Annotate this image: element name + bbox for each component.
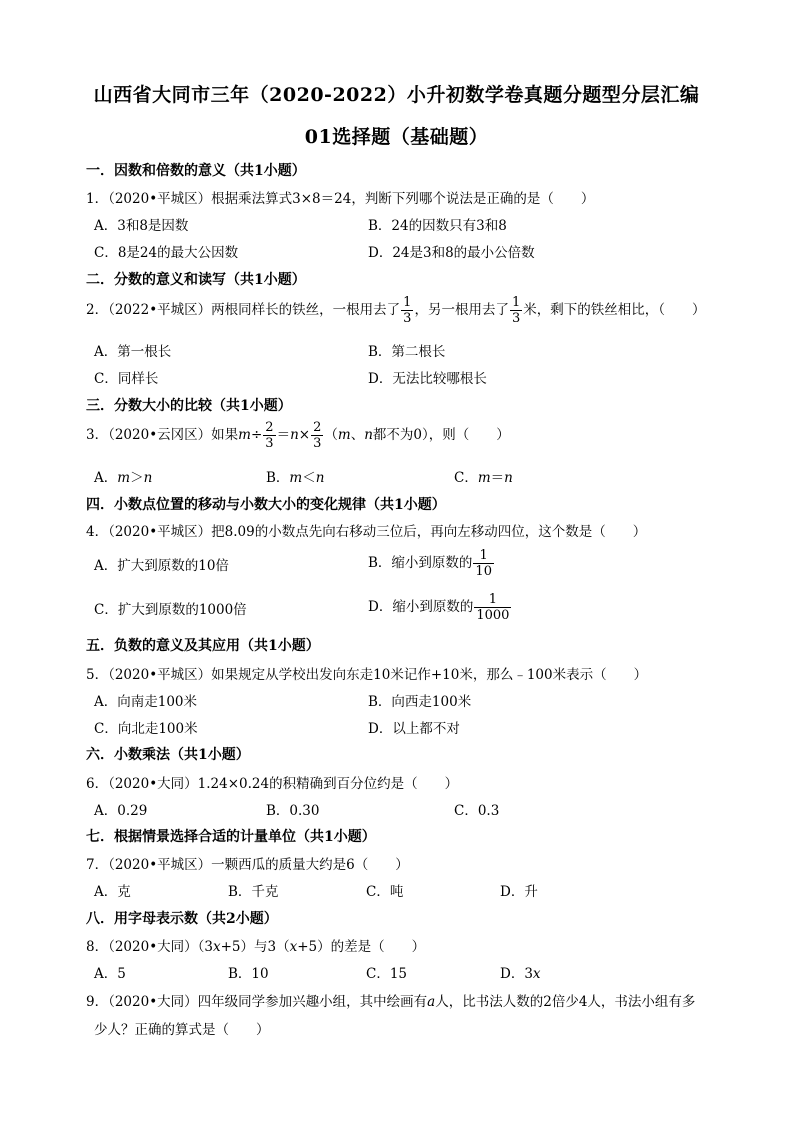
section-heading-3: 三．分数大小的比较（共1小题）	[86, 398, 292, 414]
section-heading-6: 六．小数乘法（共1小题）	[86, 747, 250, 763]
question-3-text-4: 都不为0），则（ ）	[372, 427, 510, 443]
question-4-option-a: A．扩大到原数的10倍	[94, 558, 229, 574]
fraction-denominator: 3	[511, 311, 521, 326]
variable-x: x	[532, 966, 541, 982]
variable-a: a	[427, 994, 436, 1010]
question-9-text-1: 9．（2020•大同）四年级同学参加兴趣小组，其中绘画有	[86, 994, 428, 1010]
question-8-text-2: +5）与3（	[220, 939, 290, 955]
question-1-option-d: D．24是3和8的最小公倍数	[368, 245, 535, 261]
question-3-text-3: 、	[350, 427, 365, 443]
comparison-sign: ＜	[302, 470, 316, 486]
question-3-stem	[86, 420, 510, 451]
variable-n: n	[290, 427, 299, 443]
fraction-denominator: 1000	[476, 608, 510, 623]
question-4-stem: 4．（2020•平城区）把8.09的小数点先向右移动三位后，再向左移动四位，这个数是（ ）	[86, 524, 647, 540]
section-heading-7: 七．根据情景选择合适的计量单位（共1小题）	[86, 829, 376, 845]
option-letter: A．	[94, 470, 118, 486]
variable-n: n	[364, 427, 373, 443]
question-8-option-d	[500, 962, 541, 982]
question-6-option-c: C．0.3	[454, 803, 500, 819]
divide-sign: ÷	[250, 427, 263, 443]
question-7-stem: 7．（2020•平城区）一颗西瓜的质量大约是6（ ）	[86, 857, 409, 873]
question-9-stem	[86, 990, 695, 1010]
variable-m: m	[337, 427, 351, 443]
variable-m: m	[117, 470, 131, 486]
equals-sign: ＝	[276, 427, 291, 443]
variable-x: x	[289, 939, 298, 955]
question-4-option-d	[368, 592, 512, 623]
option-text: D．3	[500, 966, 533, 982]
question-1-option-b: B．24的因数只有3和8	[368, 218, 507, 234]
section-heading-8: 八．用字母表示数（共2小题）	[86, 911, 278, 927]
question-5-option-a: A．向南走100米	[94, 694, 198, 710]
comparison-sign: ＞	[130, 470, 144, 486]
option-text: D．缩小到原数的	[368, 599, 474, 615]
variable-m: m	[238, 427, 251, 443]
fraction-denominator: 3	[403, 311, 412, 326]
times-sign: ×	[298, 427, 311, 443]
question-2-option-d: D．无法比较哪根长	[368, 371, 487, 387]
page-title-line1: 山西省大同市三年（2020-2022）小升初数学卷真题分题型分层汇编	[93, 84, 700, 106]
fraction-one-thousandth	[474, 592, 511, 623]
fraction-two-thirds	[311, 420, 323, 451]
question-3-option-c	[454, 466, 513, 486]
section-heading-2: 二．分数的意义和读写（共1小题）	[86, 272, 306, 288]
fraction-denominator: 3	[313, 436, 322, 451]
fraction-two-thirds	[263, 420, 275, 451]
section-heading-1: 一．因数和倍数的意义（共1小题）	[86, 163, 306, 179]
question-8-option-b: B．10	[228, 966, 269, 982]
fraction-numerator: 1	[403, 295, 412, 310]
question-5-stem: 5．（2020•平城区）如果规定从学校出发向东走10米记作+10米，那么﹣100米表示（ ）	[86, 667, 648, 683]
comparison-sign: ＝	[490, 470, 505, 486]
fraction-denominator: 3	[265, 436, 274, 451]
question-6-option-b: B．0.30	[266, 803, 320, 819]
fraction-numerator: 2	[265, 420, 274, 435]
question-3-text-2: （	[324, 427, 338, 443]
variable-x: x	[213, 939, 221, 955]
question-7-option-a: A．克	[94, 884, 131, 900]
question-9-text-2: 人，比书法人数的2倍少4人，书法小组有多	[435, 994, 696, 1010]
question-7-option-c: C．吨	[366, 884, 404, 900]
question-2-option-b: B．第二根长	[368, 344, 446, 360]
question-4-option-b	[368, 548, 495, 579]
question-9-stem-line2: 少人？正确的算式是（ ）	[94, 1022, 270, 1038]
fraction-numerator: 1	[479, 548, 488, 563]
variable-n: n	[315, 470, 325, 486]
question-2-text-1: 2．（2022•平城区）两根同样长的铁丝，一根用去了	[86, 302, 401, 318]
option-letter: C．	[454, 470, 478, 486]
question-7-option-b: B．千克	[228, 884, 279, 900]
fraction-numerator: 2	[313, 420, 322, 435]
variable-m: m	[289, 470, 303, 486]
fraction-denominator: 10	[475, 564, 492, 579]
question-3-option-a	[94, 466, 152, 486]
question-3-text-1: 3．（2020•云冈区）如果	[86, 427, 239, 443]
question-2-option-a: A．第一根长	[94, 344, 172, 360]
question-6-stem: 6．（2020•大同）1.24×0.24的积精确到百分位约是（ ）	[86, 776, 459, 792]
question-6-option-a: A．0.29	[94, 803, 148, 819]
question-8-stem	[86, 935, 425, 955]
question-5-option-b: B．向西走100米	[368, 694, 472, 710]
fraction-one-tenth	[473, 548, 494, 579]
fraction-numerator: 1	[511, 295, 521, 310]
variable-m: m	[477, 470, 491, 486]
section-heading-4: 四．小数点位置的移动与小数大小的变化规律（共1小题）	[86, 497, 446, 513]
question-8-text-3: +5）的差是（ ）	[297, 939, 426, 955]
section-heading-5: 五．负数的意义及其应用（共1小题）	[86, 638, 320, 654]
page-title-line2: 01选择题（基础题）	[304, 126, 489, 148]
variable-n: n	[143, 470, 153, 486]
option-letter: B．	[266, 470, 290, 486]
question-2-text-3: 米，剩下的铁丝相比，（ ）	[523, 302, 706, 318]
question-1-option-a: A．3和8是因数	[94, 218, 189, 234]
variable-n: n	[504, 470, 513, 486]
question-4-option-c: C．扩大到原数的1000倍	[94, 602, 247, 618]
question-5-option-d: D．以上都不对	[368, 721, 460, 737]
fraction-numerator: 1	[488, 592, 498, 607]
question-8-option-a: A．5	[94, 966, 126, 982]
question-2-stem	[86, 295, 705, 326]
question-2-option-c: C．同样长	[94, 371, 159, 387]
question-7-option-d: D．升	[500, 884, 538, 900]
question-1-option-c: C．8是24的最大公因数	[94, 245, 239, 261]
option-text: B．缩小到原数的	[368, 555, 473, 571]
question-8-text-1: 8．（2020•大同）（3	[86, 939, 213, 955]
question-3-option-b	[266, 466, 324, 486]
question-2-text-2: ，另一根用去了	[414, 302, 509, 318]
fraction-one-third	[401, 295, 413, 326]
question-1-stem: 1．（2020•平城区）根据乘法算式3×8＝24，判断下列哪个说法是正确的是（ ）	[86, 191, 595, 207]
question-8-option-c: C．15	[366, 966, 408, 982]
fraction-one-third-meter	[510, 295, 522, 326]
question-5-option-c: C．向北走100米	[94, 721, 198, 737]
